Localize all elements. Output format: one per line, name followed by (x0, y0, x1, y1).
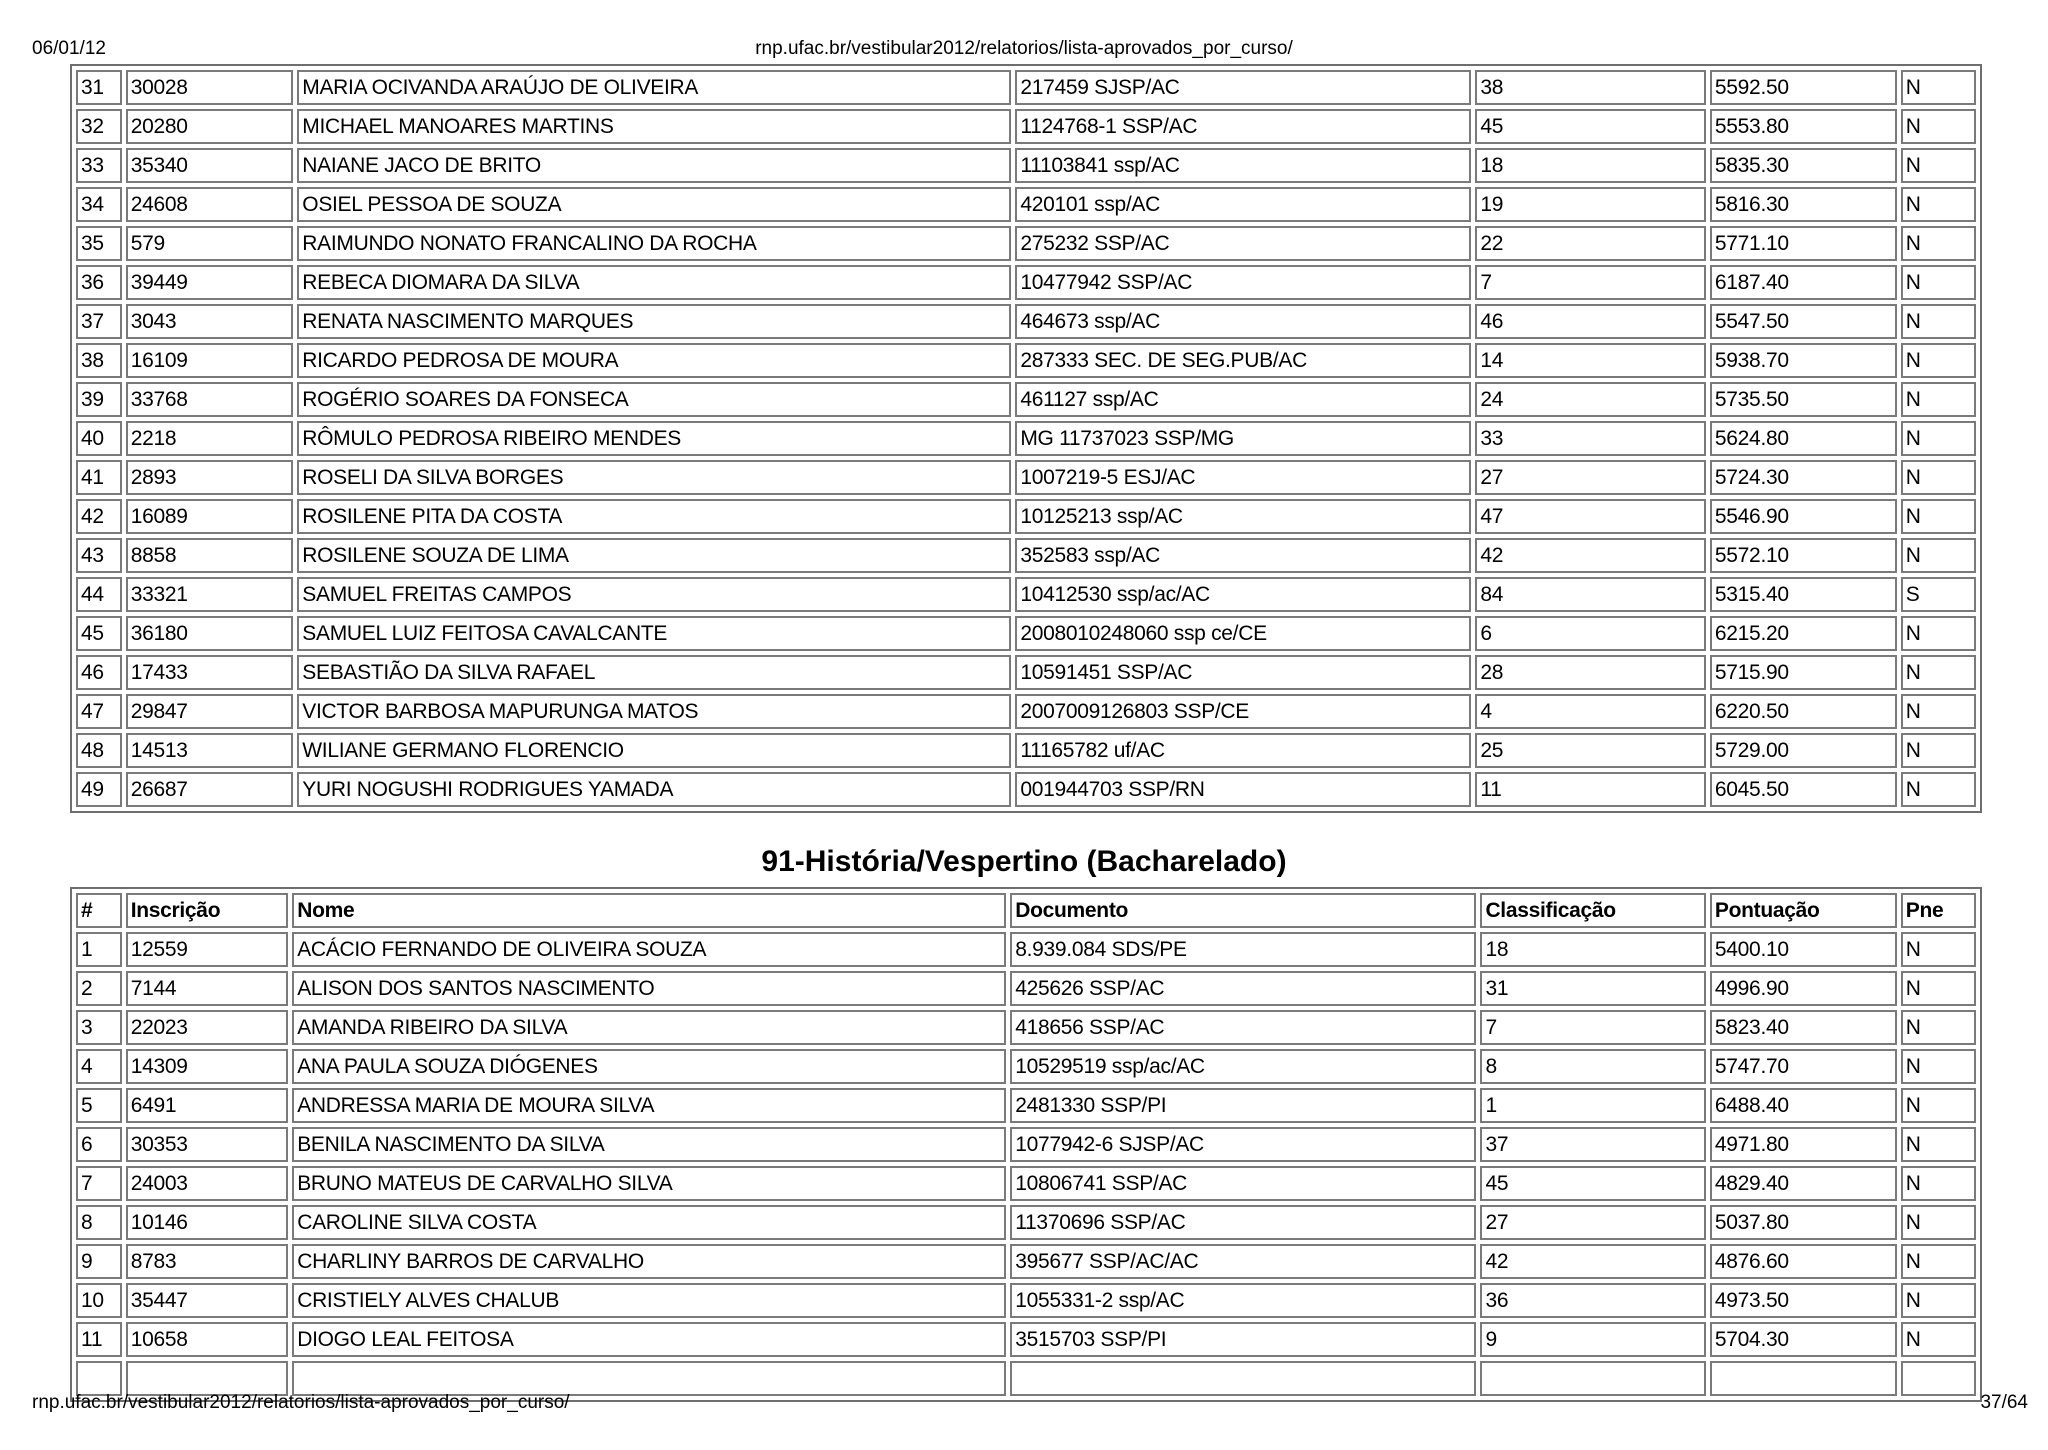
cell-documento: 10477942 SSP/AC (1015, 265, 1471, 300)
cell-inscricao: 7144 (126, 971, 289, 1006)
cell-documento: 10529519 ssp/ac/AC (1010, 1049, 1476, 1084)
cell-documento: 461127 ssp/AC (1015, 382, 1471, 417)
cell-documento: 420101 ssp/AC (1015, 187, 1471, 222)
cell-inscricao: 35340 (126, 148, 294, 183)
table-row (76, 460, 1976, 495)
cell-pontuacao: 5747.70 (1710, 1049, 1897, 1084)
cell-inscricao: 17433 (126, 655, 294, 690)
table-row (76, 1283, 1976, 1318)
cell-pontuacao: 4973.50 (1710, 1283, 1897, 1318)
cell-documento: 11165782 uf/AC (1015, 733, 1471, 768)
cell-number: 31 (76, 70, 122, 105)
cell-documento: 464673 ssp/AC (1015, 304, 1471, 339)
approved-list-table-continued (70, 64, 1982, 813)
table-row (76, 382, 1976, 417)
cell-classificacao: 27 (1480, 1205, 1705, 1240)
table-row (76, 1049, 1976, 1084)
cell-pne: N (1901, 421, 1976, 456)
cell-pne: N (1901, 932, 1976, 967)
cell-number: 6 (76, 1127, 122, 1162)
cell-pne: N (1901, 772, 1976, 807)
table-row (76, 226, 1976, 261)
cell-inscricao: 3043 (126, 304, 294, 339)
cell-classificacao: 4 (1475, 694, 1706, 729)
cell-nome: DIOGO LEAL FEITOSA (292, 1322, 1006, 1357)
cell-classificacao: 31 (1480, 971, 1705, 1006)
cell-classificacao: 45 (1475, 109, 1706, 144)
cell-nome: BRUNO MATEUS DE CARVALHO SILVA (292, 1166, 1006, 1201)
cell-pontuacao: 5724.30 (1710, 460, 1897, 495)
print-date: 06/01/12 (32, 38, 106, 59)
cell-pontuacao: 5729.00 (1710, 733, 1897, 768)
cell-inscricao: 8858 (126, 538, 294, 573)
cell-inscricao: 6491 (126, 1088, 289, 1123)
cell-documento: 2481330 SSP/PI (1010, 1088, 1476, 1123)
cell-pontuacao: 6488.40 (1710, 1088, 1897, 1123)
cell-pne: N (1901, 1049, 1976, 1084)
cell-classificacao: 27 (1475, 460, 1706, 495)
table-row (76, 109, 1976, 144)
cell-nome: CAROLINE SILVA COSTA (292, 1205, 1006, 1240)
cell-inscricao: 22023 (126, 1010, 289, 1045)
cell-pne: N (1901, 1205, 1976, 1240)
cell-documento: 425626 SSP/AC (1010, 971, 1476, 1006)
table-row (76, 932, 1976, 967)
cell-pne: N (1901, 148, 1976, 183)
cell-inscricao: 39449 (126, 265, 294, 300)
table-row (76, 1088, 1976, 1123)
cell-classificacao: 25 (1475, 733, 1706, 768)
cell-documento (1010, 1361, 1476, 1396)
cell-pne: N (1901, 460, 1976, 495)
cell-documento: 1055331-2 ssp/AC (1010, 1283, 1476, 1318)
cell-nome: ACÁCIO FERNANDO DE OLIVEIRA SOUZA (292, 932, 1006, 967)
cell-nome: RENATA NASCIMENTO MARQUES (297, 304, 1011, 339)
col-header-nome: Nome (292, 893, 1006, 928)
cell-pne: N (1901, 1010, 1976, 1045)
cell-nome: NAIANE JACO DE BRITO (297, 148, 1011, 183)
cell-pne: N (1901, 343, 1976, 378)
cell-documento: 001944703 SSP/RN (1015, 772, 1471, 807)
cell-pne: N (1901, 1088, 1976, 1123)
cell-number: 44 (76, 577, 122, 612)
cell-number: 32 (76, 109, 122, 144)
cell-documento: 10806741 SSP/AC (1010, 1166, 1476, 1201)
cell-number: 8 (76, 1205, 122, 1240)
cell-classificacao: 84 (1475, 577, 1706, 612)
cell-nome: MARIA OCIVANDA ARAÚJO DE OLIVEIRA (297, 70, 1011, 105)
table-row (76, 1244, 1976, 1279)
cell-inscricao: 29847 (126, 694, 294, 729)
cell-classificacao: 8 (1480, 1049, 1705, 1084)
cell-nome: VICTOR BARBOSA MAPURUNGA MATOS (297, 694, 1011, 729)
cell-nome: ROSILENE SOUZA DE LIMA (297, 538, 1011, 573)
cell-classificacao: 6 (1475, 616, 1706, 651)
cell-inscricao: 20280 (126, 109, 294, 144)
cell-pne: N (1901, 1322, 1976, 1357)
cell-pne: N (1901, 655, 1976, 690)
table-row (76, 772, 1976, 807)
cell-number: 3 (76, 1010, 122, 1045)
page-number: 37/64 (1980, 1392, 2028, 1413)
table-row (76, 70, 1976, 105)
cell-pne: S (1901, 577, 1976, 612)
cell-documento: 418656 SSP/AC (1010, 1010, 1476, 1045)
table-row (76, 971, 1976, 1006)
cell-classificacao: 18 (1480, 932, 1705, 967)
cell-nome: CRISTIELY ALVES CHALUB (292, 1283, 1006, 1318)
cell-inscricao: 8783 (126, 1244, 289, 1279)
cell-nome: SAMUEL FREITAS CAMPOS (297, 577, 1011, 612)
cell-classificacao: 36 (1480, 1283, 1705, 1318)
cell-pne: N (1901, 226, 1976, 261)
cell-nome (292, 1361, 1006, 1396)
cell-classificacao (1480, 1361, 1705, 1396)
cell-inscricao: 24608 (126, 187, 294, 222)
cell-pontuacao: 5037.80 (1710, 1205, 1897, 1240)
cell-pontuacao: 5771.10 (1710, 226, 1897, 261)
cell-number: 36 (76, 265, 122, 300)
cell-pne: N (1901, 1283, 1976, 1318)
cell-number: 2 (76, 971, 122, 1006)
cell-pontuacao: 5823.40 (1710, 1010, 1897, 1045)
cell-documento: 217459 SJSP/AC (1015, 70, 1471, 105)
cell-inscricao: 16089 (126, 499, 294, 534)
cell-number: 10 (76, 1283, 122, 1318)
col-header-pontuacao: Pontuação (1710, 893, 1897, 928)
cell-pne: N (1901, 1244, 1976, 1279)
cell-documento: 1007219-5 ESJ/AC (1015, 460, 1471, 495)
cell-documento: 1077942-6 SJSP/AC (1010, 1127, 1476, 1162)
cell-classificacao: 19 (1475, 187, 1706, 222)
cell-inscricao: 36180 (126, 616, 294, 651)
table-row (76, 1322, 1976, 1357)
cell-classificacao: 1 (1480, 1088, 1705, 1123)
cell-inscricao: 16109 (126, 343, 294, 378)
table-row (76, 499, 1976, 534)
table-row (76, 1361, 1976, 1396)
cell-documento: 10125213 ssp/AC (1015, 499, 1471, 534)
cell-number: 49 (76, 772, 122, 807)
cell-number: 42 (76, 499, 122, 534)
table-row (76, 655, 1976, 690)
cell-pontuacao: 6220.50 (1710, 694, 1897, 729)
cell-number: 45 (76, 616, 122, 651)
table-row (76, 538, 1976, 573)
cell-documento: 275232 SSP/AC (1015, 226, 1471, 261)
cell-inscricao: 10658 (126, 1322, 289, 1357)
cell-nome: ROSELI DA SILVA BORGES (297, 460, 1011, 495)
cell-classificacao: 7 (1475, 265, 1706, 300)
cell-pne: N (1901, 304, 1976, 339)
header-url: rnp.ufac.br/vestibular2012/relatorios/lista-aprovados_por_curso/ (755, 38, 1293, 59)
cell-pne: N (1901, 109, 1976, 144)
cell-documento: 1124768-1 SSP/AC (1015, 109, 1471, 144)
cell-number: 11 (76, 1322, 122, 1357)
cell-number: 37 (76, 304, 122, 339)
cell-nome: SEBASTIÃO DA SILVA RAFAEL (297, 655, 1011, 690)
cell-nome: ANDRESSA MARIA DE MOURA SILVA (292, 1088, 1006, 1123)
cell-inscricao: 14309 (126, 1049, 289, 1084)
cell-classificacao: 7 (1480, 1010, 1705, 1045)
cell-documento: 10412530 ssp/ac/AC (1015, 577, 1471, 612)
cell-nome: RÔMULO PEDROSA RIBEIRO MENDES (297, 421, 1011, 456)
cell-pontuacao: 5546.90 (1710, 499, 1897, 534)
table-row (76, 421, 1976, 456)
cell-nome: ROGÉRIO SOARES DA FONSECA (297, 382, 1011, 417)
cell-documento: 287333 SEC. DE SEG.PUB/AC (1015, 343, 1471, 378)
cell-pontuacao: 5572.10 (1710, 538, 1897, 573)
cell-classificacao: 24 (1475, 382, 1706, 417)
cell-pontuacao: 4876.60 (1710, 1244, 1897, 1279)
cell-pontuacao: 5816.30 (1710, 187, 1897, 222)
cell-nome: RAIMUNDO NONATO FRANCALINO DA ROCHA (297, 226, 1011, 261)
cell-number: 33 (76, 148, 122, 183)
cell-inscricao: 35447 (126, 1283, 289, 1318)
cell-number: 7 (76, 1166, 122, 1201)
cell-inscricao: 2218 (126, 421, 294, 456)
cell-documento: 395677 SSP/AC/AC (1010, 1244, 1476, 1279)
cell-number: 48 (76, 733, 122, 768)
cell-classificacao: 18 (1475, 148, 1706, 183)
cell-nome: REBECA DIOMARA DA SILVA (297, 265, 1011, 300)
cell-pontuacao: 5553.80 (1710, 109, 1897, 144)
col-header-number: # (76, 893, 122, 928)
cell-nome: MICHAEL MANOARES MARTINS (297, 109, 1011, 144)
cell-pontuacao: 5547.50 (1710, 304, 1897, 339)
cell-inscricao: 26687 (126, 772, 294, 807)
col-header-pne: Pne (1901, 893, 1976, 928)
cell-pontuacao: 5704.30 (1710, 1322, 1897, 1357)
cell-number: 43 (76, 538, 122, 573)
cell-inscricao: 2893 (126, 460, 294, 495)
cell-pontuacao: 4996.90 (1710, 971, 1897, 1006)
cell-pne: N (1901, 616, 1976, 651)
cell-pontuacao: 5624.80 (1710, 421, 1897, 456)
cell-classificacao: 47 (1475, 499, 1706, 534)
cell-documento: MG 11737023 SSP/MG (1015, 421, 1471, 456)
cell-pontuacao: 5592.50 (1710, 70, 1897, 105)
cell-inscricao: 30028 (126, 70, 294, 105)
table-row (76, 733, 1976, 768)
cell-classificacao: 37 (1480, 1127, 1705, 1162)
cell-number: 47 (76, 694, 122, 729)
cell-nome: CHARLINY BARROS DE CARVALHO (292, 1244, 1006, 1279)
cell-inscricao: 30353 (126, 1127, 289, 1162)
cell-nome: YURI NOGUSHI RODRIGUES YAMADA (297, 772, 1011, 807)
cell-classificacao: 33 (1475, 421, 1706, 456)
cell-classificacao: 9 (1480, 1322, 1705, 1357)
cell-nome: ROSILENE PITA DA COSTA (297, 499, 1011, 534)
cell-number (76, 1361, 122, 1396)
cell-pontuacao: 6215.20 (1710, 616, 1897, 651)
cell-pne (1901, 1361, 1976, 1396)
col-header-documento: Documento (1010, 893, 1476, 928)
cell-number: 35 (76, 226, 122, 261)
cell-pne: N (1901, 187, 1976, 222)
cell-pne: N (1901, 538, 1976, 573)
cell-pontuacao: 4971.80 (1710, 1127, 1897, 1162)
cell-nome: RICARDO PEDROSA DE MOURA (297, 343, 1011, 378)
cell-nome: ANA PAULA SOUZA DIÓGENES (292, 1049, 1006, 1084)
cell-inscricao: 33321 (126, 577, 294, 612)
table-row (76, 616, 1976, 651)
table-row (76, 1010, 1976, 1045)
footer-url: rnp.ufac.br/vestibular2012/relatorios/lista-aprovados_por_curso/ (32, 1392, 570, 1413)
cell-nome: OSIEL PESSOA DE SOUZA (297, 187, 1011, 222)
cell-inscricao: 10146 (126, 1205, 289, 1240)
cell-number: 39 (76, 382, 122, 417)
cell-inscricao (126, 1361, 289, 1396)
cell-pontuacao: 5735.50 (1710, 382, 1897, 417)
cell-classificacao: 42 (1480, 1244, 1705, 1279)
cell-pontuacao: 5400.10 (1710, 932, 1897, 967)
table-row (76, 304, 1976, 339)
col-header-classificacao: Classificação (1480, 893, 1705, 928)
cell-number: 4 (76, 1049, 122, 1084)
cell-number: 46 (76, 655, 122, 690)
table-row (76, 265, 1976, 300)
cell-pontuacao: 5315.40 (1710, 577, 1897, 612)
approved-list-table-historia (70, 887, 1982, 1402)
table-row (76, 187, 1976, 222)
cell-inscricao: 12559 (126, 932, 289, 967)
table-row (76, 1127, 1976, 1162)
cell-nome: AMANDA RIBEIRO DA SILVA (292, 1010, 1006, 1045)
cell-classificacao: 11 (1475, 772, 1706, 807)
cell-pontuacao (1710, 1361, 1897, 1396)
cell-number: 1 (76, 932, 122, 967)
cell-documento: 11103841 ssp/AC (1015, 148, 1471, 183)
table-row (76, 694, 1976, 729)
cell-nome: WILIANE GERMANO FLORENCIO (297, 733, 1011, 768)
table-row (76, 1205, 1976, 1240)
section-title: 91-História/Vespertino (Bacharelado) (761, 845, 1287, 878)
cell-pontuacao: 6187.40 (1710, 265, 1897, 300)
cell-classificacao: 14 (1475, 343, 1706, 378)
cell-number: 9 (76, 1244, 122, 1279)
cell-pne: N (1901, 1166, 1976, 1201)
cell-classificacao: 45 (1480, 1166, 1705, 1201)
cell-number: 5 (76, 1088, 122, 1123)
cell-pontuacao: 6045.50 (1710, 772, 1897, 807)
cell-pontuacao: 5938.70 (1710, 343, 1897, 378)
cell-nome: SAMUEL LUIZ FEITOSA CAVALCANTE (297, 616, 1011, 651)
cell-inscricao: 579 (126, 226, 294, 261)
cell-nome: BENILA NASCIMENTO DA SILVA (292, 1127, 1006, 1162)
cell-pne: N (1901, 70, 1976, 105)
cell-number: 38 (76, 343, 122, 378)
cell-documento: 11370696 SSP/AC (1010, 1205, 1476, 1240)
cell-documento: 352583 ssp/AC (1015, 538, 1471, 573)
table-row (76, 343, 1976, 378)
cell-documento: 2007009126803 SSP/CE (1015, 694, 1471, 729)
cell-number: 34 (76, 187, 122, 222)
cell-inscricao: 24003 (126, 1166, 289, 1201)
table-row (76, 577, 1976, 612)
cell-documento: 10591451 SSP/AC (1015, 655, 1471, 690)
table-row (76, 148, 1976, 183)
cell-documento: 2008010248060 ssp ce/CE (1015, 616, 1471, 651)
cell-pontuacao: 5835.30 (1710, 148, 1897, 183)
cell-classificacao: 28 (1475, 655, 1706, 690)
cell-pontuacao: 4829.40 (1710, 1166, 1897, 1201)
cell-classificacao: 42 (1475, 538, 1706, 573)
cell-number: 40 (76, 421, 122, 456)
cell-nome: ALISON DOS SANTOS NASCIMENTO (292, 971, 1006, 1006)
cell-pne: N (1901, 499, 1976, 534)
cell-pne: N (1901, 265, 1976, 300)
cell-number: 41 (76, 460, 122, 495)
cell-inscricao: 14513 (126, 733, 294, 768)
col-header-inscricao: Inscrição (126, 893, 289, 928)
cell-inscricao: 33768 (126, 382, 294, 417)
cell-pne: N (1901, 694, 1976, 729)
cell-pontuacao: 5715.90 (1710, 655, 1897, 690)
table-header-row (76, 893, 1976, 928)
cell-pne: N (1901, 971, 1976, 1006)
cell-documento: 3515703 SSP/PI (1010, 1322, 1476, 1357)
cell-pne: N (1901, 1127, 1976, 1162)
cell-pne: N (1901, 733, 1976, 768)
cell-documento: 8.939.084 SDS/PE (1010, 932, 1476, 967)
cell-classificacao: 22 (1475, 226, 1706, 261)
table-row (76, 1166, 1976, 1201)
cell-pne: N (1901, 382, 1976, 417)
cell-classificacao: 46 (1475, 304, 1706, 339)
cell-classificacao: 38 (1475, 70, 1706, 105)
